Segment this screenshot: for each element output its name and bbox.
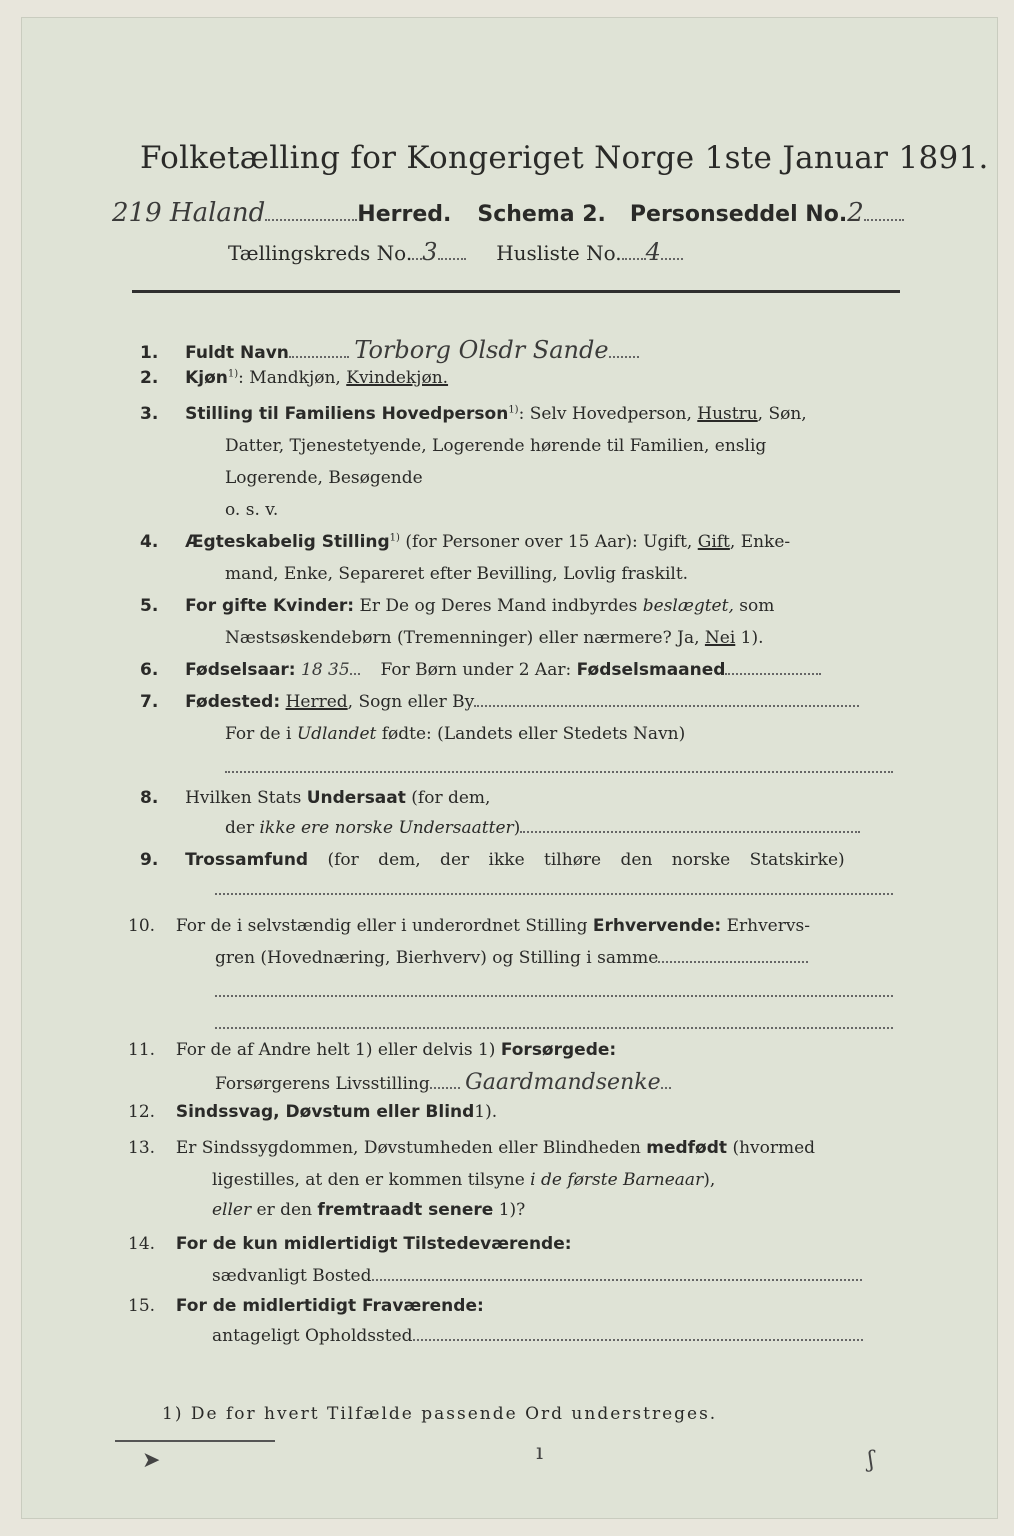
selected-option: Nei: [704, 628, 736, 648]
footnote-ref: 1): [227, 368, 239, 380]
corner-mark-right: ʃ: [868, 1448, 874, 1473]
question-4: [140, 532, 790, 552]
question-13: [128, 1138, 815, 1158]
field-label: Fødselsaar:: [185, 660, 296, 680]
question-2: [140, 368, 448, 388]
option-text: gren (Hovednæring, Bierhverv) og Stilling i samme: [215, 948, 659, 968]
herred-label: Herred.: [357, 202, 452, 227]
option-text: (for dem,: [405, 788, 491, 808]
option-text: (hvormed: [727, 1138, 816, 1158]
option-text: (for Personer over 15 Aar): Ugift,: [399, 532, 698, 552]
field-label: Kjøn: [185, 368, 228, 388]
kreds-value: 3: [422, 238, 438, 266]
personseddel-value: 2: [847, 198, 864, 228]
field-label: Fødested:: [185, 692, 281, 712]
question-3-line-2: Datter, Tjenestetyende, Logerende hørende til Familien, enslig: [225, 436, 767, 456]
kreds-row: [228, 238, 683, 266]
option-text: i de første Barneaar: [530, 1170, 704, 1190]
question-number: 2.: [140, 368, 159, 388]
answer-line: [215, 994, 893, 997]
corner-mark-left: ➤: [142, 1448, 161, 1473]
option-text: ikke ere norske Undersaatter: [259, 818, 514, 838]
option-text: Er De og Deres Mand indbyrdes: [354, 596, 643, 616]
question-number: 6.: [140, 660, 159, 680]
kreds-label: Tællingskreds No.: [228, 241, 413, 265]
field-label: For de midlertidigt Fraværende:: [175, 1296, 484, 1316]
schema-label: Schema 2.: [477, 202, 606, 227]
option-text: 1)?: [493, 1200, 526, 1220]
question-1: [140, 336, 639, 364]
selected-option: Gift: [697, 532, 730, 552]
option-text: : Selv Hovedperson,: [518, 404, 698, 424]
option-text: som: [733, 596, 775, 616]
question-11-line-2: [215, 1070, 671, 1095]
question-11: [128, 1040, 616, 1060]
question-number: 8.: [140, 788, 159, 808]
question-8-line-2: der ikke ere norske Undersaatter): [225, 818, 860, 838]
option-text: antageligt Opholdssted: [212, 1326, 413, 1346]
husliste-label: Husliste No.: [496, 241, 622, 265]
question-number: 1.: [140, 343, 159, 363]
option-text: beslægtet,: [642, 596, 734, 616]
option-text: Erhvervs-: [721, 916, 810, 936]
answer-line: [215, 892, 893, 895]
question-number: 15.: [128, 1296, 156, 1316]
option-text: Forsørgerens Livsstilling: [215, 1074, 430, 1094]
field-label: For gifte Kvinder:: [185, 596, 355, 616]
field-label: Erhvervende:: [592, 916, 722, 936]
herred-row: [112, 198, 904, 228]
husliste-value: 4: [645, 238, 661, 266]
center-mark: ı: [536, 1440, 544, 1465]
question-15: [128, 1296, 484, 1316]
question-4-line-2: mand, Enke, Separeret efter Bevilling, Lovlig fraskilt.: [225, 564, 689, 584]
question-number: 11.: [128, 1040, 156, 1060]
herred-handwritten: 219 Haland: [112, 198, 266, 228]
question-number: 14.: [128, 1234, 156, 1254]
option-text: eller: [212, 1200, 252, 1220]
question-number: 10.: [128, 916, 156, 936]
question-3-line-3: Logerende, Besøgende: [225, 468, 423, 488]
question-number: 7.: [140, 692, 159, 712]
selected-option: Hustru: [697, 404, 758, 424]
field-label: Fuldt Navn: [185, 343, 289, 363]
question-10: [128, 916, 810, 936]
answer-line: [225, 770, 893, 773]
question-3-line-4: o. s. v.: [225, 500, 279, 520]
birth-year-answer: 18 35: [301, 660, 350, 680]
answer-line: [215, 1026, 893, 1029]
question-7: [140, 692, 859, 712]
question-7-line-2: [225, 724, 685, 744]
option-text: Udlandet: [296, 724, 377, 744]
question-number: 9.: [140, 850, 159, 870]
personseddel-label: Personseddel No.: [629, 202, 848, 227]
option-text: : Mandkjøn,: [238, 368, 347, 388]
provider-answer: Gaardmandsenke: [465, 1070, 661, 1095]
option-text: ),: [703, 1170, 716, 1190]
option-text: For de af Andre helt 1) eller delvis 1): [175, 1040, 501, 1060]
question-12: [128, 1102, 497, 1122]
option-text: Næstsøskendebørn (Tremenninger) eller nærmere? Ja,: [225, 628, 705, 648]
selected-option: Herred: [285, 692, 348, 712]
field-label: Trossamfund: [185, 850, 309, 870]
option-text: fødte: (Landets eller Stedets Navn): [376, 724, 686, 744]
question-15-line-2: [212, 1326, 863, 1346]
question-3: [140, 404, 807, 424]
option-text: 1).: [735, 628, 764, 648]
option-text: der: [225, 818, 260, 838]
field-label: Sindssvag, Døvstum eller Blind: [175, 1102, 475, 1122]
question-6: [140, 660, 821, 680]
field-label: medfødt: [646, 1138, 728, 1158]
field-label: fremtraadt senere: [317, 1200, 494, 1220]
option-text: (for dem, der ikke tilhøre den norske Statskirke): [308, 850, 845, 870]
header-rule: [132, 290, 900, 293]
field-label: Stilling til Familiens Hovedperson: [185, 404, 509, 424]
question-14: [128, 1234, 572, 1254]
question-5-line-2: [225, 628, 764, 648]
form-title: Folketælling for Kongeriget Norge 1ste Januar 1891.: [140, 140, 989, 176]
field-label: Forsørgede:: [500, 1040, 617, 1060]
footnote-ref: 1).: [474, 1102, 498, 1122]
selected-option: Kvindekjøn.: [346, 368, 449, 388]
question-14-line-2: [212, 1266, 862, 1286]
option-text: sædvanligt Bosted: [212, 1266, 372, 1286]
question-number: 5.: [140, 596, 159, 616]
footnote-ref: 1): [508, 404, 519, 416]
option-text: Er Sindssygdommen, Døvstumheden eller Blindheden: [175, 1138, 647, 1158]
footnote-rule: [115, 1440, 275, 1442]
question-9: [140, 850, 845, 870]
field-label: Undersaat: [306, 788, 406, 808]
option-text: For de i: [225, 724, 297, 744]
option-text: For Børn under 2 Aar:: [380, 660, 572, 680]
field-label: Fødselsmaaned: [576, 660, 726, 680]
option-text: , Sogn eller By: [347, 692, 475, 712]
question-number: 12.: [128, 1102, 156, 1122]
question-13-line-2: [212, 1170, 715, 1190]
option-text: , Enke-: [729, 532, 791, 552]
option-text: , Søn,: [757, 404, 807, 424]
question-number: 13.: [128, 1138, 156, 1158]
option-text: ligestilles, at den er kommen tilsyne: [212, 1170, 531, 1190]
full-name-answer: Torborg Olsdr Sande: [354, 336, 609, 364]
question-10-line-2: [215, 948, 808, 968]
option-text: For de i selvstændig eller i underordnet Stilling: [175, 916, 593, 936]
field-label: Ægteskabelig Stilling: [185, 532, 390, 552]
footnote: 1) De for hvert Tilfælde passende Ord understreges.: [162, 1404, 718, 1424]
option-text: er den: [251, 1200, 318, 1220]
field-label: For de kun midlertidigt Tilstedeværende:: [175, 1234, 572, 1254]
footnote-ref: 1): [389, 532, 400, 544]
question-number: 4.: [140, 532, 159, 552]
question-5: [140, 596, 774, 616]
question-8: [140, 788, 490, 808]
question-13-line-3: [212, 1200, 525, 1220]
question-number: 3.: [140, 404, 159, 424]
option-text: Hvilken Stats: [185, 788, 307, 808]
